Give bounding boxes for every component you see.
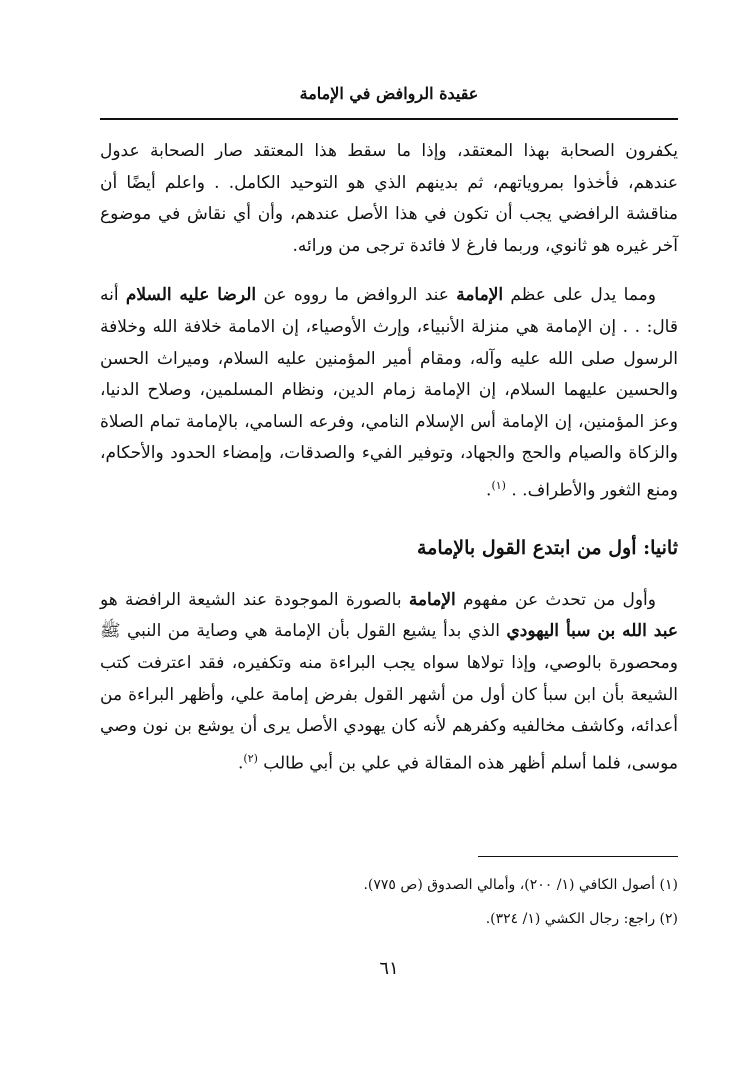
running-header: عقيدة الروافض في الإمامة xyxy=(299,84,479,103)
paragraph-1: يكفرون الصحابة بهذا المعتقد، وإذا ما سقط هذا المعتقد صار الصحابة عدول عندهم، فأخذوا بمروياتهم، ثم بدينهم الذي هو التوحيد الكامل. . واعلم أيضًا أن مناقشة الرافضي يجب أن تكون في هذا الأصل عندهم، وأن أي نقاش في موضوع آخر غيره هو ثانوي، وربما فارغ لا فائدة ترجى من ورائه. xyxy=(100,141,678,256)
bold-term: الإمامة xyxy=(456,285,504,306)
header-divider xyxy=(100,118,678,120)
footnote-text: راجع: رجال الكشي (١/ ٣٢٤). xyxy=(485,911,656,927)
bold-term: عبد الله بن سبأ اليهودي xyxy=(506,621,678,642)
footnote-1 xyxy=(100,868,678,902)
footnote-number: (٢) xyxy=(659,911,678,927)
paragraph-3 xyxy=(100,585,678,780)
footnote-text: أصول الكافي (١/ ٢٠٠)، وأمالي الصدوق (ص ٧٧٥). xyxy=(363,877,656,893)
paragraph-2-end: . xyxy=(486,480,492,501)
paragraph-2-text: عند الروافض ما رووه عن xyxy=(256,285,457,306)
paragraph-3-text: بالصورة الموجودة عند الشيعة الرافضة هو xyxy=(100,589,409,610)
footnote-ref-1[interactable]: (١) xyxy=(491,478,506,492)
footnote-2 xyxy=(100,902,678,936)
footnote-number: (١) xyxy=(659,877,678,893)
paragraph-2 xyxy=(100,280,678,507)
paragraph-3-end: . xyxy=(237,753,244,774)
paragraph-3-text: وأول من تحدث عن مفهوم xyxy=(455,589,656,610)
footnotes xyxy=(100,868,678,936)
section-heading: ثانيا: أول من ابتدع القول بالإمامة xyxy=(416,537,678,560)
bold-term: الرضا عليه السلام xyxy=(125,285,257,306)
footnote-divider xyxy=(478,856,678,857)
main-text xyxy=(100,136,678,780)
page-number: ٦١ xyxy=(379,958,399,979)
paragraph-3-text: الذي بدأ يشيع القول بأن الإمامة هي وصاية من النبي ﷺ ومحصورة بالوصي، وإذا تولاها سواه يجب البراءة منه وتكفيره، فقد اعترفت كتب الشيعة بأن ابن سبأ كان أول من أشهر القول بفرض إمامة علي، وأظهر البراءة من أعدائه، وكاشف مخالفيه وكفرهم لأنه كان يهودي الأصل يرى أن يوشع بن نون وصي موسى، فلما أسلم أظهر هذه المقالة في علي بن أبي طالب xyxy=(100,621,678,774)
footnote-ref-2[interactable]: (٢) xyxy=(243,751,258,765)
paragraph-2-text: أنه قال: . . إن الإمامة هي منزلة الأنبياء، وإرث الأوصياء، إن الامامة خلافة الله وخلافة الرسول صلى الله عليه وآله، ومقام أمير المؤمنين عليه السلام، وميراث الحسن والحسين عليهما السلام، إن الإمامة زمام الدين، ونظام المسلمين، وصلاح الدنيا، وعز المؤمنين، إن الإمامة أس الإسلام النامي، وفرعه السامي، بالإمامة تمام الصلاة والزكاة والصيام والحج والجهاد، وتوفير الفيء والصدقات، وإمضاء الحدود والأحكام، ومنع الثغور والأطراف. . xyxy=(100,285,678,501)
bold-term: الإمامة xyxy=(408,589,456,610)
paragraph-2-text: ومما يدل على عظم xyxy=(503,285,656,306)
